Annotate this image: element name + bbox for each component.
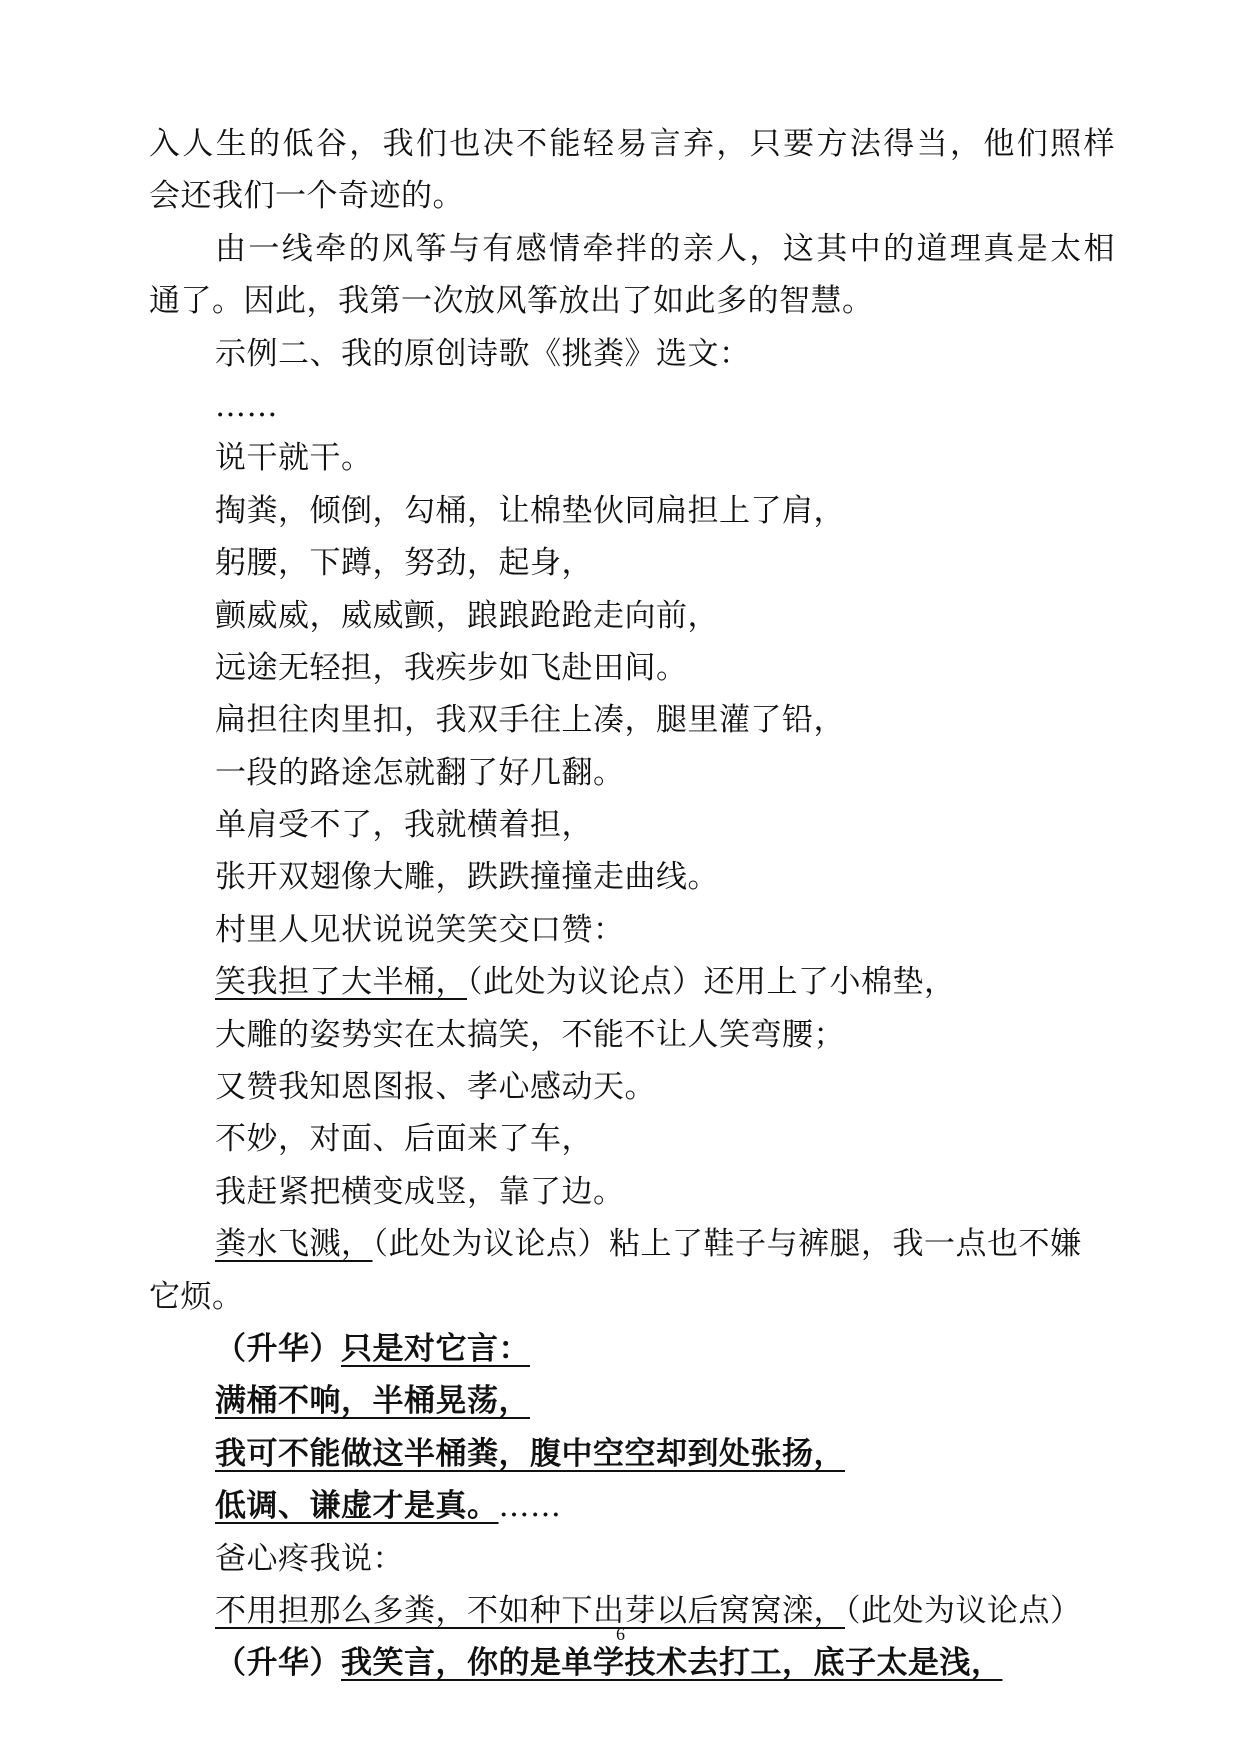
- poem-line: [149, 1637, 1115, 1689]
- line-text: 掏粪，倾倒，勾桶，让棉垫伙同扁担上了肩，: [215, 492, 845, 529]
- poem-line: [149, 432, 1115, 484]
- ellipsis-line: [149, 380, 1115, 432]
- poem-line: [149, 642, 1115, 694]
- text-line: [149, 275, 1115, 327]
- line-text: 村里人见状说说笑笑交口赞：: [215, 911, 625, 948]
- text-line: [149, 118, 1115, 170]
- poem-line: [149, 1113, 1115, 1165]
- poem-line: [149, 1271, 1115, 1323]
- line-text: ……: [215, 387, 278, 424]
- line-text: 通了。因此，我第一次放风筝放出了如此多的智慧。: [149, 283, 874, 320]
- poem-line: [149, 1480, 1115, 1532]
- poem-line: [149, 1218, 1115, 1270]
- page-number: 6: [616, 1624, 625, 1644]
- line-text: 躬腰，下蹲，努劲，起身，: [215, 545, 593, 582]
- poem-line: [149, 747, 1115, 799]
- underlined-text: 笑我担了大半桶，: [215, 964, 467, 1001]
- section-heading: [149, 328, 1115, 380]
- poem-line: [149, 956, 1115, 1008]
- poem-line: [149, 1375, 1115, 1427]
- bold-text: （升华）: [215, 1645, 341, 1682]
- line-text: ……: [498, 1488, 562, 1525]
- line-text: 我赶紧把横变成竖，靠了边。: [215, 1173, 625, 1210]
- line-text: 会还我们一个奇迹的。: [149, 178, 464, 215]
- line-text: 张开双翅像大雕，跌跌撞撞走曲线。: [215, 859, 719, 896]
- line-text: 颤威威，威威颤，踉踉跄跄走向前，: [215, 597, 719, 634]
- line-text: 单肩受不了，我就横着担，: [215, 807, 593, 844]
- line-text: 示例二、我的原创诗歌《挑粪》选文：: [215, 335, 751, 372]
- bold-underlined-text: 我可不能做这半桶粪，腹中空空却到处张扬，: [215, 1435, 845, 1472]
- line-text: 远途无轻担，我疾步如飞赴田间。: [215, 649, 688, 686]
- line-text: 不妙，对面、后面来了车，: [215, 1121, 593, 1158]
- text-line: [149, 170, 1115, 222]
- poem-line: [149, 1009, 1115, 1061]
- line-text: 说干就干。: [215, 440, 373, 477]
- text-line: [149, 223, 1115, 275]
- line-text: 一段的路途怎就翻了好几翻。: [215, 754, 625, 791]
- poem-line: [149, 590, 1115, 642]
- bold-underlined-text: 我笑言，你的是单学技术去打工，底子太是浅，: [341, 1645, 1003, 1682]
- line-text: 它烦。: [149, 1278, 244, 1315]
- poem-line: [149, 1428, 1115, 1480]
- poem-line: [149, 904, 1115, 956]
- bold-underlined-text: 满桶不响，半桶晃荡，: [215, 1383, 530, 1420]
- poem-line: [149, 851, 1115, 903]
- line-text: 扁担往肉里扣，我双手往上凑，腿里灌了铅，: [215, 702, 845, 739]
- underlined-text: 粪水飞溅，: [215, 1226, 373, 1263]
- line-text: （此处为议论点）还用上了小棉垫，: [467, 964, 956, 1001]
- line-text: 爸心疼我说：: [215, 1540, 404, 1577]
- poem-line: [149, 485, 1115, 537]
- bold-underlined-text: 只是对它言：: [341, 1330, 530, 1367]
- poem-line: [149, 1061, 1115, 1113]
- bold-text: （升华）: [215, 1330, 341, 1367]
- line-text: 又赞我知恩图报、孝心感动天。: [215, 1069, 656, 1106]
- line-text: 由一线牵的风筝与有感情牵拌的亲人，这其中的道理真是太相: [215, 230, 1115, 267]
- poem-line: [149, 799, 1115, 851]
- poem-line: [149, 537, 1115, 589]
- bold-underlined-text: 低调、谦虚才是真。: [215, 1488, 499, 1525]
- line-text: （此处为议论点）粘上了鞋子与裤腿，我一点也不嫌: [372, 1226, 1082, 1263]
- page-content: [149, 118, 1115, 1690]
- poem-line: [149, 694, 1115, 746]
- line-text: 大雕的姿势实在太搞笑，不能不让人笑弯腰；: [215, 1016, 845, 1053]
- line-text: 入人生的低谷，我们也决不能轻易言弃，只要方法得当，他们照样: [149, 126, 1115, 162]
- poem-line: [149, 1166, 1115, 1218]
- poem-line: [149, 1323, 1115, 1375]
- poem-line: [149, 1533, 1115, 1585]
- underlined-text: 不用担那么多粪，不如种下出芽以后窝窝滦，: [215, 1592, 845, 1629]
- line-text: （此处为议论点）: [845, 1592, 1082, 1629]
